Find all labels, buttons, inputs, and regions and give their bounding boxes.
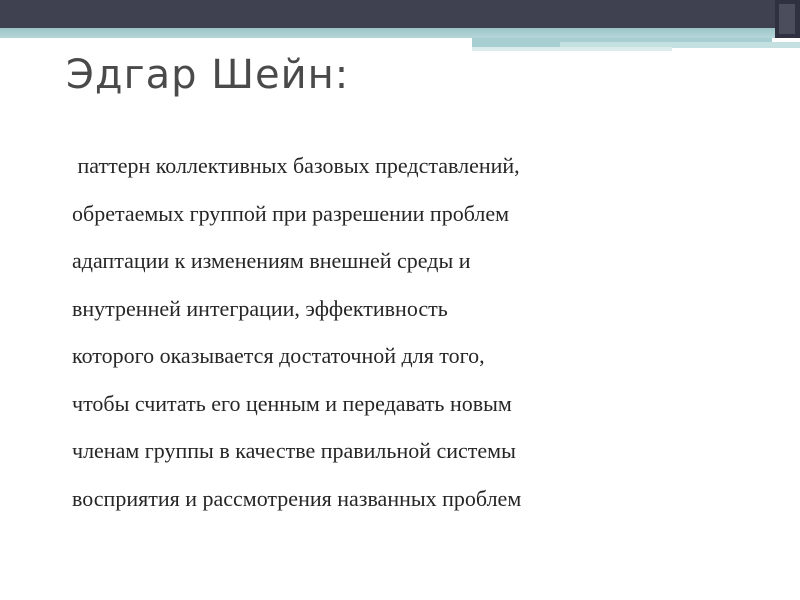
text-line: обретаемых группой при разрешении проблем — [72, 200, 510, 226]
definition-text — [72, 142, 732, 522]
text-line: членам группы в качестве правильной системы — [72, 438, 516, 463]
text-line: которого оказывается достаточной для того, — [72, 343, 485, 368]
text-line: адаптации к изменениям внешней среды и — [72, 248, 471, 273]
header-accent-strip — [0, 28, 780, 38]
accent-bar — [472, 47, 672, 51]
text-line: чтобы считать его ценным и передавать новым — [72, 390, 512, 416]
text-line: паттерн коллективных базовых представлений, — [72, 153, 520, 178]
slide-title: Эдгар Шейн: — [66, 52, 350, 98]
header-band — [0, 0, 800, 28]
text-line: внутренней интеграции, эффективность — [72, 295, 448, 321]
text-line: восприятия и рассмотрения названных проблем — [72, 485, 522, 511]
header-corner-block — [775, 0, 800, 38]
